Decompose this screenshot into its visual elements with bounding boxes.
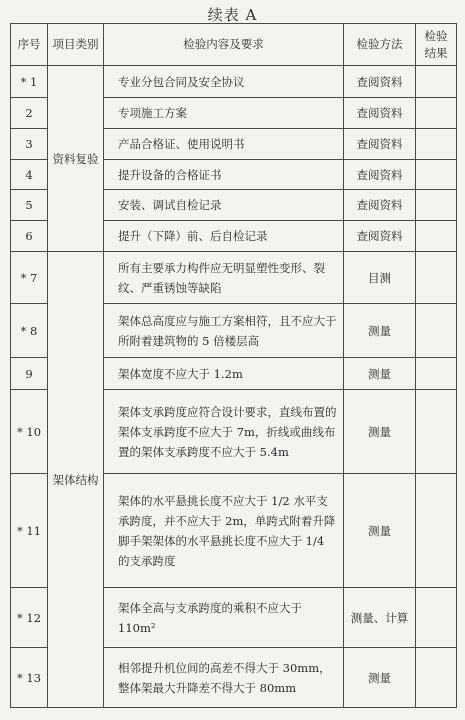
row-no: 4 <box>11 160 48 190</box>
row-no: 6 <box>11 221 48 252</box>
row-no: 2 <box>11 98 48 129</box>
row-result <box>416 358 457 390</box>
row-method: 测量 <box>344 648 416 708</box>
header-result: 检验结果 <box>416 24 457 66</box>
row-no: 9 <box>11 358 48 390</box>
row-method: 查阅资料 <box>344 190 416 221</box>
row-requirement: 架体宽度不应大于 1.2m <box>104 358 344 390</box>
row-result <box>416 252 457 304</box>
row-no: 5 <box>11 190 48 221</box>
row-method: 测量 <box>344 474 416 588</box>
row-result <box>416 221 457 252</box>
row-requirement: 专项施工方案 <box>104 98 344 129</box>
row-requirement: 架体的水平悬挑长度不应大于 1/2 水平支承跨度，并不应大于 2m，单跨式附着升降脚手架架体的水平悬挑长度不应大于 1/4 的支承跨度 <box>104 474 344 588</box>
row-no: * 10 <box>11 390 48 474</box>
row-requirement: 专业分包合同及安全协议 <box>104 66 344 98</box>
row-requirement: 所有主要承力构件应无明显塑性变形、裂纹、严重锈蚀等缺陷 <box>104 252 344 304</box>
row-result <box>416 190 457 221</box>
row-method: 目测 <box>344 252 416 304</box>
row-method: 测量 <box>344 390 416 474</box>
row-no: * 1 <box>11 66 48 98</box>
header-method: 检验方法 <box>344 24 416 66</box>
row-method: 查阅资料 <box>344 66 416 98</box>
row-result <box>416 648 457 708</box>
header-requirement: 检验内容及要求 <box>104 24 344 66</box>
row-requirement: 架体全高与支承跨度的乘积不应大于 110m² <box>104 588 344 648</box>
row-result <box>416 474 457 588</box>
row-no: * 7 <box>11 252 48 304</box>
row-result <box>416 160 457 190</box>
row-requirement: 安装、调试自检记录 <box>104 190 344 221</box>
row-no: * 8 <box>11 304 48 358</box>
row-method: 测量 <box>344 304 416 358</box>
row-requirement: 提升（下降）前、后自检记录 <box>104 221 344 252</box>
row-no: * 11 <box>11 474 48 588</box>
row-requirement: 相邻提升机位间的高差不得大于 30mm，整体架最大升降差不得大于 80mm <box>104 648 344 708</box>
row-requirement: 产品合格证、使用说明书 <box>104 129 344 160</box>
category-structure: 架体结构 <box>48 252 104 708</box>
row-result <box>416 390 457 474</box>
table-row <box>11 66 457 98</box>
category-materials: 资料复验 <box>48 66 104 252</box>
row-no: * 13 <box>11 648 48 708</box>
row-result <box>416 98 457 129</box>
row-method: 测量 <box>344 358 416 390</box>
row-method: 查阅资料 <box>344 98 416 129</box>
header-no: 序号 <box>11 24 48 66</box>
row-method: 查阅资料 <box>344 129 416 160</box>
table-title: 续表 A <box>207 6 258 24</box>
row-requirement: 架体支承跨度应符合设计要求，直线布置的架体支承跨度不应大于 7m，折线或曲线布置的架体支承跨度不应大于 5.4m <box>104 390 344 474</box>
row-requirement: 提升设备的合格证书 <box>104 160 344 190</box>
row-no: 3 <box>11 129 48 160</box>
row-result <box>416 129 457 160</box>
row-method: 测量、计算 <box>344 588 416 648</box>
row-method: 查阅资料 <box>344 160 416 190</box>
row-result <box>416 66 457 98</box>
header-category: 项目类别 <box>48 24 104 66</box>
row-result <box>416 588 457 648</box>
row-no: * 12 <box>11 588 48 648</box>
header-row <box>11 24 457 66</box>
row-requirement: 架体总高度应与施工方案相符，且不应大于所附着建筑物的 5 倍楼层高 <box>104 304 344 358</box>
row-method: 查阅资料 <box>344 221 416 252</box>
inspection-table <box>10 23 457 708</box>
row-result <box>416 304 457 358</box>
table-row <box>11 252 457 304</box>
